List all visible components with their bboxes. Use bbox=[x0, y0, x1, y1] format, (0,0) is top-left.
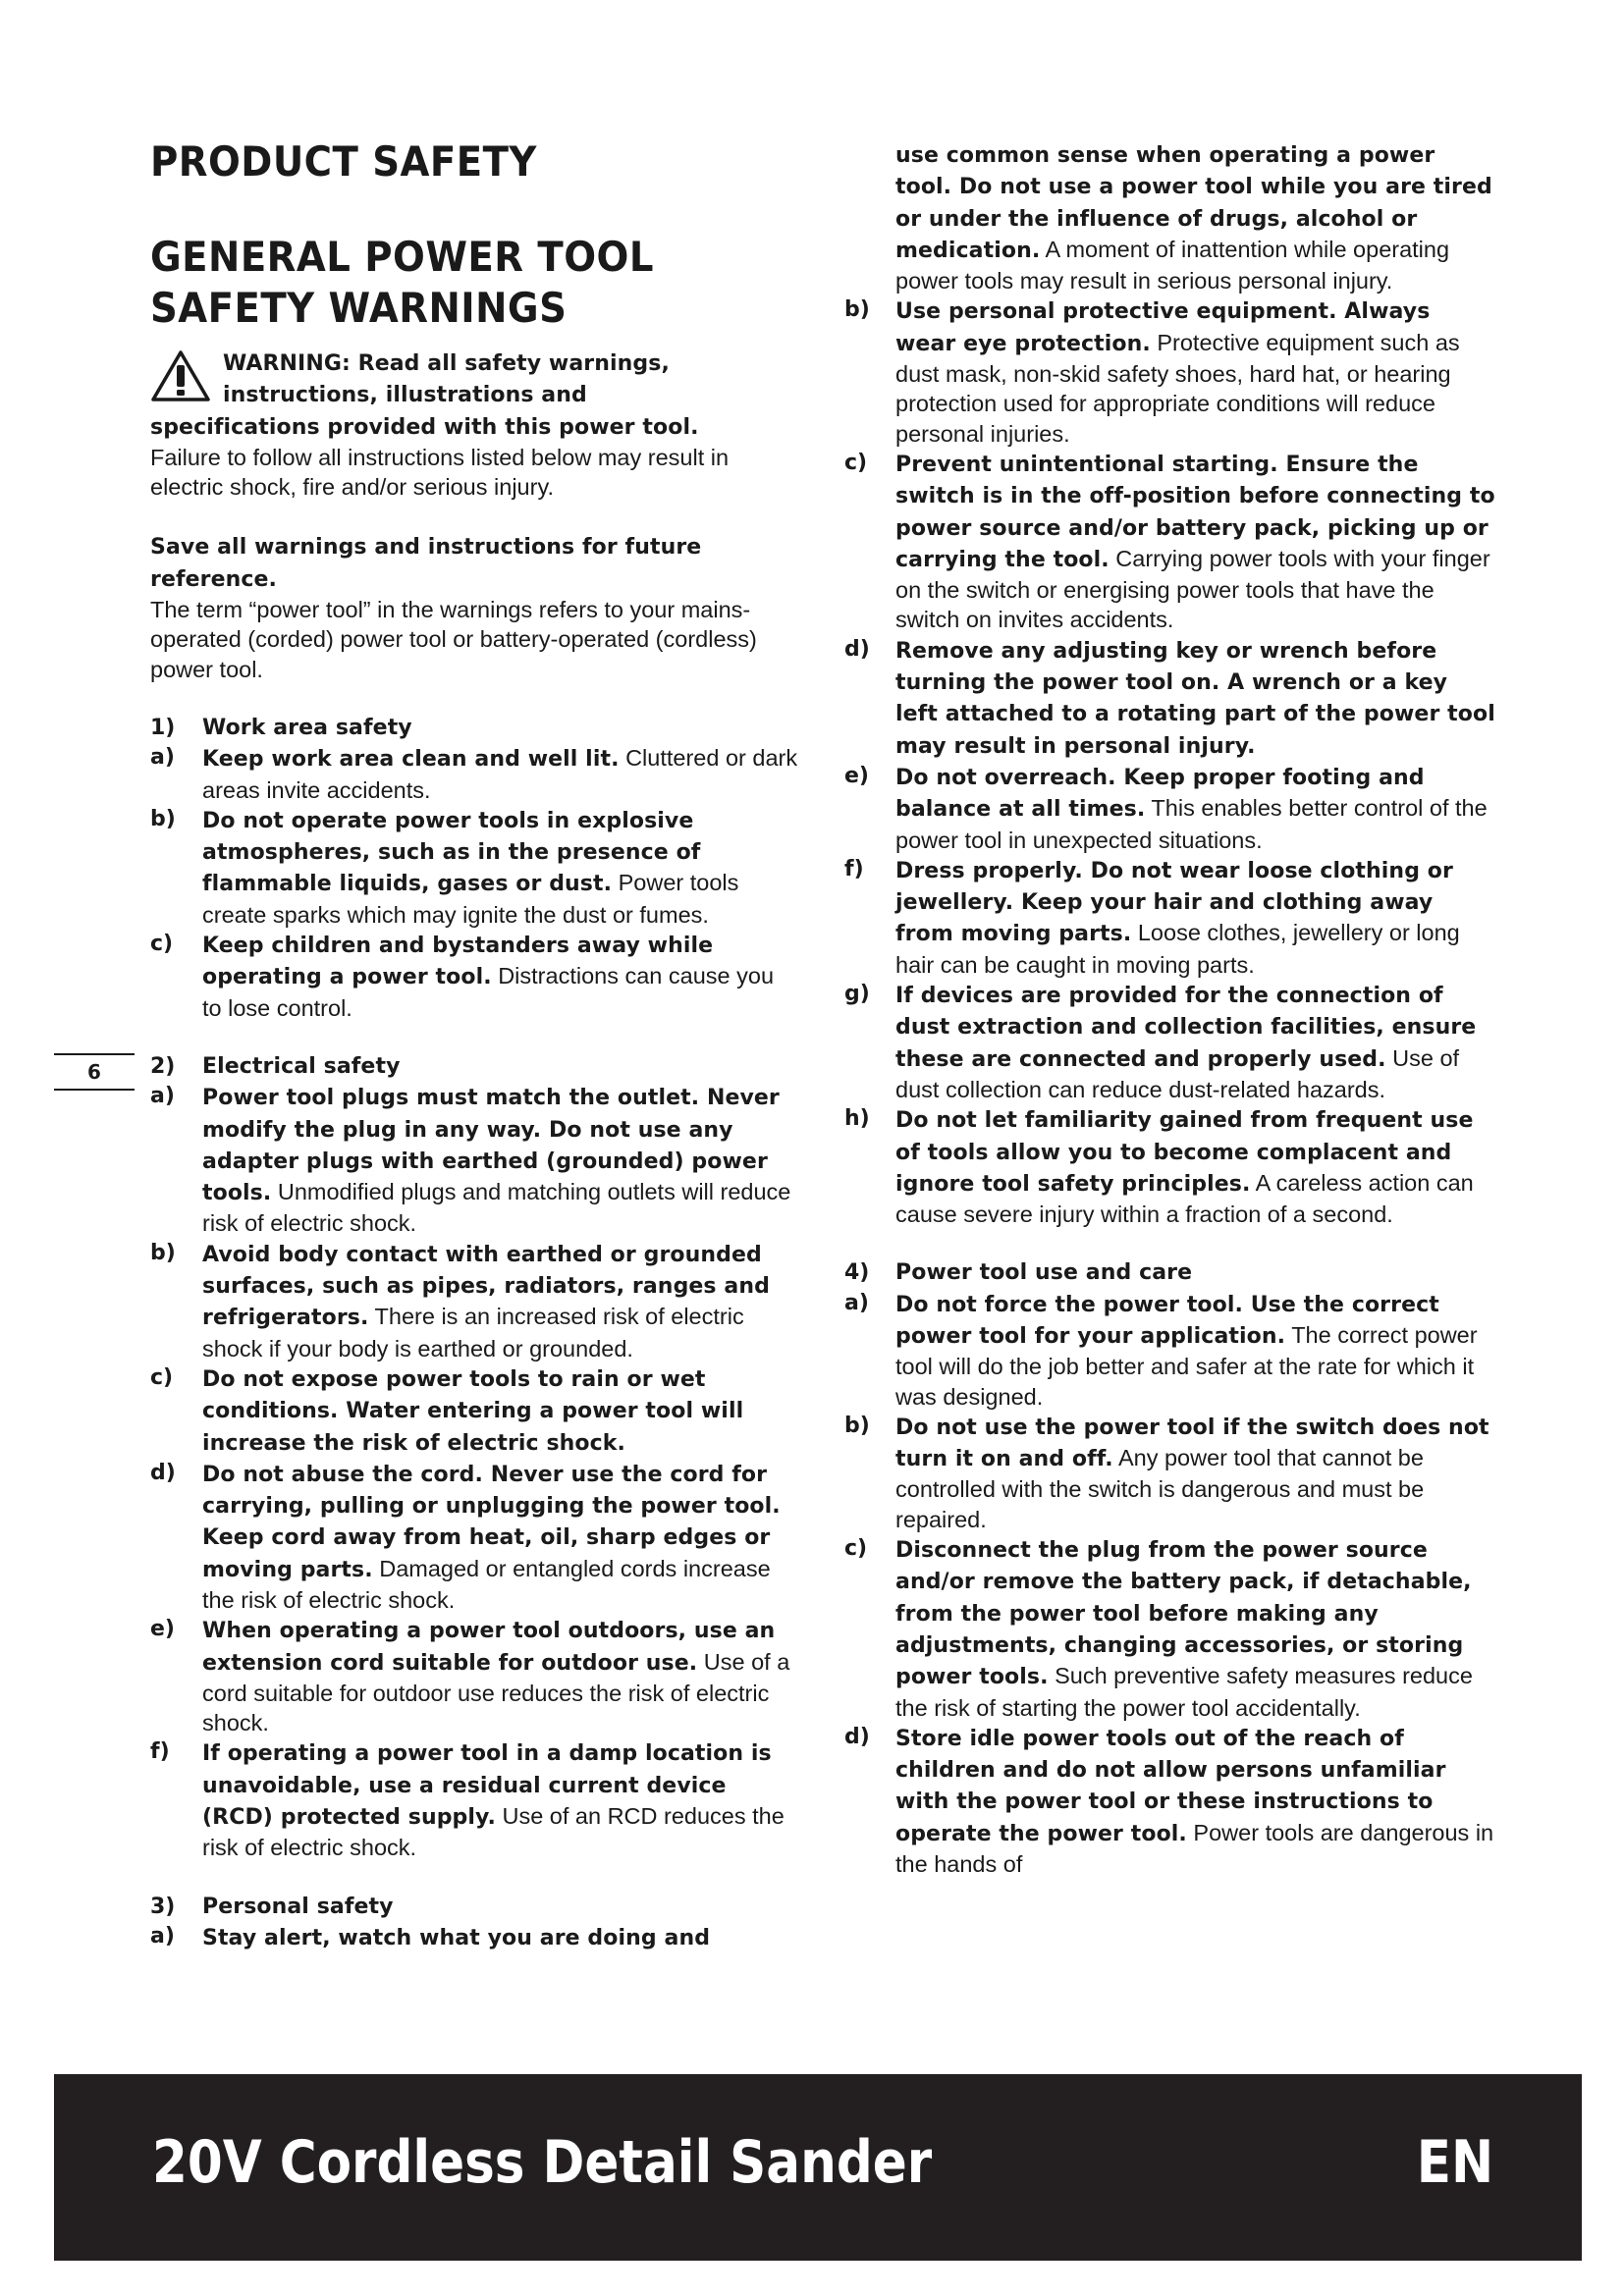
item-text: Distractions can cause you to lose control. bbox=[202, 963, 775, 1021]
list-item bbox=[844, 635, 1496, 762]
list-item bbox=[150, 930, 798, 1023]
item-bold: Do not expose power tools to rain or wet conditions. Water entering a power tool will increase the risk of electric shock. bbox=[202, 1366, 744, 1456]
section-work-area-safety bbox=[150, 714, 798, 1023]
item-letter: a) bbox=[150, 1084, 175, 1109]
item-text: Use of dust collection can reduce dust-related hazards. bbox=[895, 1044, 1460, 1102]
list-item bbox=[150, 1239, 798, 1363]
list-item-continued bbox=[895, 139, 1496, 295]
item-bold: Do not let familiarity gained from frequent use of tools allow you to become complacent and ignore tool safety principles. bbox=[895, 1108, 1474, 1197]
item-text: Damaged or entangled cords increase the risk of electric shock. bbox=[202, 1555, 771, 1613]
list-item bbox=[844, 1289, 1496, 1412]
left-column bbox=[150, 137, 798, 1953]
item-text: Cluttered or dark areas invite accidents. bbox=[202, 745, 798, 803]
item-text: A moment of inattention while operating power tools may result in serious personal injury. bbox=[895, 236, 1450, 294]
section-number: 3) bbox=[150, 1894, 176, 1919]
item-text: This enables better control of the power tool in unexpected situations. bbox=[895, 795, 1488, 853]
item-bold: Keep work area clean and well lit. bbox=[202, 747, 620, 773]
list-item bbox=[150, 1459, 798, 1615]
item-text: Use of an RCD reduces the risk of electric shock. bbox=[202, 1803, 785, 1861]
item-letter: f) bbox=[844, 856, 864, 881]
list-item bbox=[844, 980, 1496, 1104]
section-heading: Electrical safety bbox=[202, 1053, 401, 1079]
list-item bbox=[150, 1363, 798, 1459]
item-bold: Do not force the power tool. Use the correct power tool for your application. bbox=[895, 1292, 1439, 1349]
footer-band bbox=[54, 2074, 1582, 2261]
item-text: Loose clothes, jewellery or long hair can be caught in moving parts. bbox=[895, 920, 1460, 978]
item-letter: c) bbox=[844, 1536, 868, 1562]
list-item bbox=[844, 1412, 1496, 1534]
right-column bbox=[844, 139, 1496, 1879]
item-bold: If devices are provided for the connection of dust extraction and collection facilities, ensure these are connected and properly used. bbox=[895, 984, 1477, 1072]
list-item bbox=[150, 1737, 798, 1862]
list-item bbox=[844, 449, 1496, 635]
item-bold: Do not operate power tools in explosive atmospheres, such as in the presence of flammable liquids, gases or dust. bbox=[202, 808, 701, 897]
item-bold: Prevent unintentional starting. Ensure the switch is in the off-position before connecting to power source and/or battery pack, picking up or carrying the tool. bbox=[895, 452, 1495, 572]
item-letter: c) bbox=[150, 1364, 174, 1390]
item-letter: e) bbox=[150, 1617, 175, 1642]
item-text: Power tools create sparks which may ignite the dust or fumes. bbox=[202, 870, 739, 928]
item-text: Power tools are dangerous in the hands of bbox=[895, 1819, 1494, 1878]
list-item bbox=[150, 1082, 798, 1238]
save-note bbox=[150, 531, 798, 683]
item-bold: Power tool plugs must match the outlet. Never modify the plug in any way. Do not use any adapter plugs with earthed (grounded) power tools. bbox=[202, 1086, 780, 1206]
item-bold: Avoid body contact with earthed or grounded surfaces, such as pipes, radiators, ranges and refrigerators. bbox=[202, 1242, 770, 1331]
item-bold: If operating a power tool in a damp location is unavoidable, use a residual current device (RCD) protected supply. bbox=[202, 1741, 772, 1831]
section-number: 4) bbox=[844, 1260, 870, 1286]
item-letter: e) bbox=[844, 763, 869, 788]
item-letter: d) bbox=[844, 636, 870, 662]
item-text: A careless action can cause severe injury within a fraction of a second. bbox=[895, 1169, 1474, 1228]
section-heading: Personal safety bbox=[202, 1894, 394, 1919]
item-letter: a) bbox=[150, 745, 175, 771]
section-heading: Power tool use and care bbox=[895, 1260, 1193, 1286]
item-bold: Use personal protective equipment. Always wear eye protection. bbox=[895, 299, 1431, 356]
item-bold: Do not overreach. Keep proper footing and balance at all times. bbox=[895, 765, 1425, 823]
item-text: Any power tool that cannot be controlled with the switch is dangerous and must be repaired. bbox=[895, 1445, 1425, 1532]
item-letter: d) bbox=[150, 1460, 176, 1485]
list-item bbox=[844, 295, 1496, 448]
item-bold: Stay alert, watch what you are doing and bbox=[202, 1925, 711, 1950]
item-letter: b) bbox=[844, 1413, 870, 1438]
item-bold: Disconnect the plug from the power source and/or remove the battery pack, if detachable, from the power tool before making any adjustments, changing accessories, or storing power tools. bbox=[895, 1538, 1472, 1690]
item-letter: g) bbox=[844, 982, 870, 1007]
item-letter: c) bbox=[150, 932, 174, 957]
item-letter: b) bbox=[150, 1240, 176, 1265]
page-title: PRODUCT SAFETY bbox=[150, 137, 537, 186]
item-text: Use of a cord suitable for outdoor use reduces the risk of electric shock. bbox=[202, 1648, 790, 1736]
section-number: 2) bbox=[150, 1053, 176, 1079]
save-note-text: The term “power tool” in the warnings refers to your mains-operated (corded) power tool or battery-operated (cordless) power tool. bbox=[150, 597, 757, 682]
item-bold: use common sense when operating a power tool. Do not use a power tool while you are tired or under the influence of drugs, alcohol or medication. bbox=[895, 143, 1492, 263]
item-letter: f) bbox=[150, 1739, 170, 1765]
page-number: 6 bbox=[54, 1053, 135, 1091]
product-name: 20V Cordless Detail Sander bbox=[152, 2128, 933, 2197]
item-bold: Do not abuse the cord. Never use the cord for carrying, pulling or unplugging the power tool. Keep cord away from heat, oil, sharp edges or moving parts. bbox=[202, 1462, 781, 1582]
warning-block bbox=[150, 347, 798, 502]
item-text: There is an increased risk of electric shock if your body is earthed or grounded. bbox=[202, 1304, 744, 1362]
warning-line-1: WARNING: Read all safety warnings, bbox=[223, 351, 670, 376]
item-bold: Keep children and bystanders away while operating a power tool. bbox=[202, 934, 714, 990]
section-power-tool-use-and-care bbox=[844, 1258, 1496, 1879]
item-letter: b) bbox=[150, 806, 176, 831]
item-text: Unmodified plugs and matching outlets will reduce risk of electric shock. bbox=[202, 1179, 791, 1237]
item-text: Carrying power tools with your finger on the switch or energising power tools that have the switch on invites accidents. bbox=[895, 545, 1490, 633]
item-bold: Store idle power tools out of the reach of children and do not allow persons unfamiliar with the power tool or these instructions to operate the power tool. bbox=[895, 1726, 1446, 1846]
section-number: 1) bbox=[150, 715, 176, 740]
section-electrical-safety bbox=[150, 1052, 798, 1863]
list-item bbox=[150, 1615, 798, 1737]
list-item bbox=[150, 743, 798, 805]
item-text: Such preventive safety measures reduce the risk of starting the power tool accidentally. bbox=[895, 1663, 1473, 1721]
item-letter: b) bbox=[844, 297, 870, 323]
warning-triangle-icon bbox=[150, 349, 211, 402]
section-personal-safety bbox=[150, 1893, 798, 1954]
list-item bbox=[150, 805, 798, 930]
item-letter: h) bbox=[844, 1106, 870, 1132]
list-item bbox=[844, 1534, 1496, 1723]
language-code: EN bbox=[1416, 2128, 1493, 2197]
list-item bbox=[844, 1723, 1496, 1879]
item-letter: a) bbox=[844, 1290, 869, 1315]
list-item bbox=[844, 762, 1496, 855]
section-title: GENERAL POWER TOOL SAFETY WARNINGS bbox=[150, 233, 654, 332]
item-letter: c) bbox=[844, 450, 868, 475]
item-bold: When operating a power tool outdoors, use an extension cord suitable for outdoor use. bbox=[202, 1619, 776, 1676]
item-text: The correct power tool will do the job better and safer at the rate for which it was designed. bbox=[895, 1321, 1478, 1410]
list-item bbox=[150, 1922, 798, 1953]
list-item bbox=[844, 855, 1496, 980]
item-letter: d) bbox=[844, 1724, 870, 1749]
list-item bbox=[844, 1104, 1496, 1229]
warning-line-2: instructions, illustrations and bbox=[223, 383, 587, 408]
save-note-bold: Save all warnings and instructions for future reference. bbox=[150, 535, 702, 592]
item-bold: Dress properly. Do not wear loose clothing or jewellery. Keep your hair and clothing away from moving parts. bbox=[895, 858, 1453, 947]
warning-line-3: specifications provided with this power tool. bbox=[150, 414, 699, 440]
section-heading: Work area safety bbox=[202, 715, 412, 740]
item-bold: Remove any adjusting key or wrench before turning the power tool on. A wrench or a key left attached to a rotating part of the power tool may result in personal injury. bbox=[895, 638, 1495, 759]
item-letter: a) bbox=[150, 1923, 175, 1949]
item-bold: Do not use the power tool if the switch does not turn it on and off. bbox=[895, 1415, 1489, 1472]
warning-text: Failure to follow all instructions listed below may result in electric shock, fire and/or serious injury. bbox=[150, 444, 730, 501]
item-text: Protective equipment such as dust mask, non-skid safety shoes, hard hat, or hearing protection used for appropriate conditions will reduce personal injuries. bbox=[895, 329, 1460, 447]
